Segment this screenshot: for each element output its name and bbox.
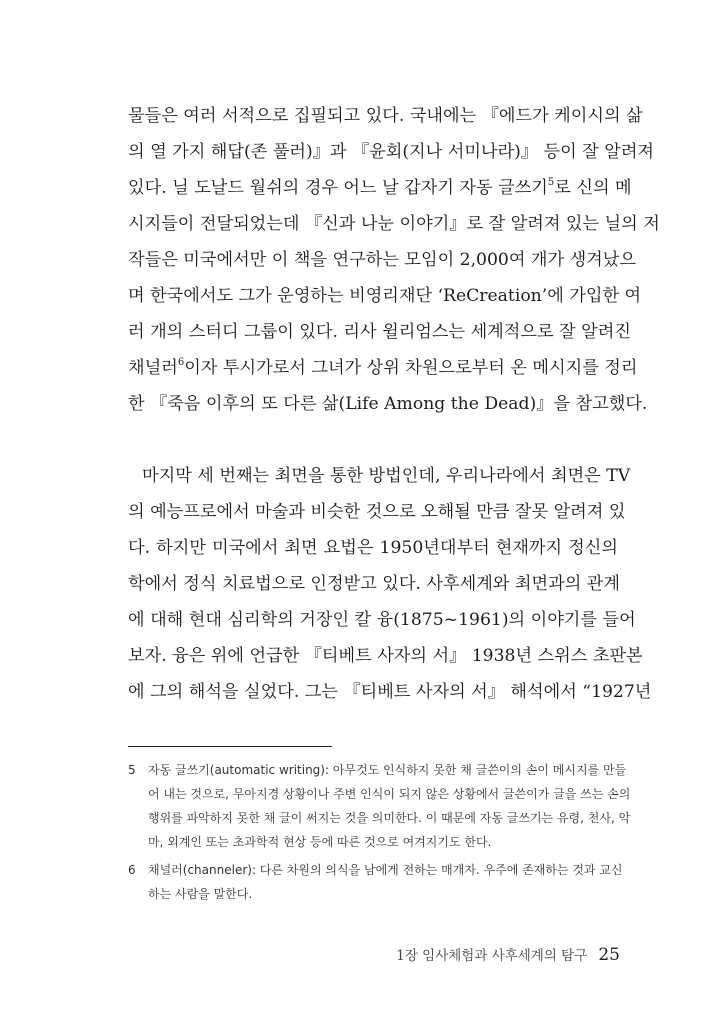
text-line: 물들은 여러 서적으로 집필되고 있다. 국내에는 『에드가 케이시의 삶: [128, 106, 643, 126]
footnote-line: 마, 외계인 또는 초과학적 현상 등에 따른 것으로 여겨지기도 한다.: [148, 835, 492, 849]
text-line: [128, 170, 632, 206]
footnote-line: 하는 사람을 말한다.: [148, 887, 253, 901]
text-line: 러 개의 스터디 그룹이 있다. 리사 윌리엄스는 세계적으로 잘 알려진: [128, 322, 631, 342]
text-line: 에 대해 현대 심리학의 거장인 칼 융(1875~1961)의 이야기를 들어: [128, 610, 636, 630]
footnote-line: 행위를 파악하지 못한 채 글이 써지는 것을 의미한다. 이 때문에 자동 글쓰기는 유령, 천사, 악: [148, 811, 631, 825]
footnotes: [128, 758, 631, 910]
text-line: 의 열 가지 해답(존 풀러)』과 『윤회(지나 서미나라)』 등이 잘 알려져: [128, 142, 655, 162]
paragraph-1: [128, 98, 660, 422]
page-number: 25: [598, 945, 620, 965]
text-line: 며 한국에서도 그가 운영하는 비영리재단 ‘ReCreation’에 가입한 여: [128, 286, 642, 306]
footnote-line: 자동 글쓰기(automatic writing): 아무것도 인식하지 못한 채 글쓴이의 손이 메시지를 만들: [148, 763, 627, 777]
text-line: 한 『죽음 이후의 또 다른 삶(Life Among the Dead)』을 참고했다.: [128, 394, 648, 414]
footnote-5: [128, 758, 631, 854]
footnote-divider: [128, 746, 332, 747]
text-line: 다. 하지만 미국에서 최면 요법은 1950년대부터 현재까지 정신의: [128, 538, 618, 558]
footnote-number: 5: [128, 763, 136, 777]
footnote-ref-6[interactable]: 6: [177, 357, 185, 369]
paragraph-2: [128, 458, 652, 710]
footnote-line: 채널러(channeler): 다른 차원의 의식을 남에게 전하는 매개자. 우주에 존재하는 것과 교신: [148, 863, 623, 877]
text-line: 마지막 세 번째는 최면을 통한 방법인데, 우리나라에서 최면은 TV: [142, 466, 631, 486]
text-line: 에 그의 해석을 실었다. 그는 『티베트 사자의 서』 해석에서 “1927년: [128, 682, 652, 702]
text-line: 보자. 융은 위에 언급한 『티베트 사자의 서』 1938년 스위스 초판본: [128, 646, 643, 666]
text-segment: 있다. 닐 도날드 월쉬의 경우 어느 날 갑자기 자동 글쓰기: [128, 178, 548, 198]
running-footer-title: 1장 임사체험과 사후세계의 탐구: [396, 948, 588, 964]
text-line: [128, 350, 638, 386]
text-segment: 채널러: [128, 358, 178, 378]
footnote-6: [128, 858, 623, 906]
text-segment: 로 신의 메: [554, 178, 632, 198]
text-line: 학에서 정식 치료법으로 인정받고 있다. 사후세계와 최면과의 관계: [128, 574, 620, 594]
footnote-ref-5[interactable]: 5: [547, 177, 555, 189]
text-line: 시지들이 전달되었는데 『신과 나눈 이야기』로 잘 알려져 있는 닐의 저: [128, 214, 660, 234]
text-line: 작들은 미국에서만 이 책을 연구하는 모임이 2,000여 개가 생겨났으: [128, 250, 636, 270]
footnote-number: 6: [128, 863, 136, 877]
text-line: 의 예능프로에서 마술과 비슷한 것으로 오해될 만큼 잘못 알려져 있: [128, 502, 626, 522]
footnote-line: 어 내는 것으로, 무아지경 상황이나 주변 인식이 되지 않은 상황에서 글쓴이가 글을 쓰는 손의: [148, 787, 631, 801]
text-segment: 이자 투시가로서 그녀가 상위 차원으로부터 온 메시지를 정리: [184, 358, 638, 378]
page-footer: [380, 944, 620, 965]
